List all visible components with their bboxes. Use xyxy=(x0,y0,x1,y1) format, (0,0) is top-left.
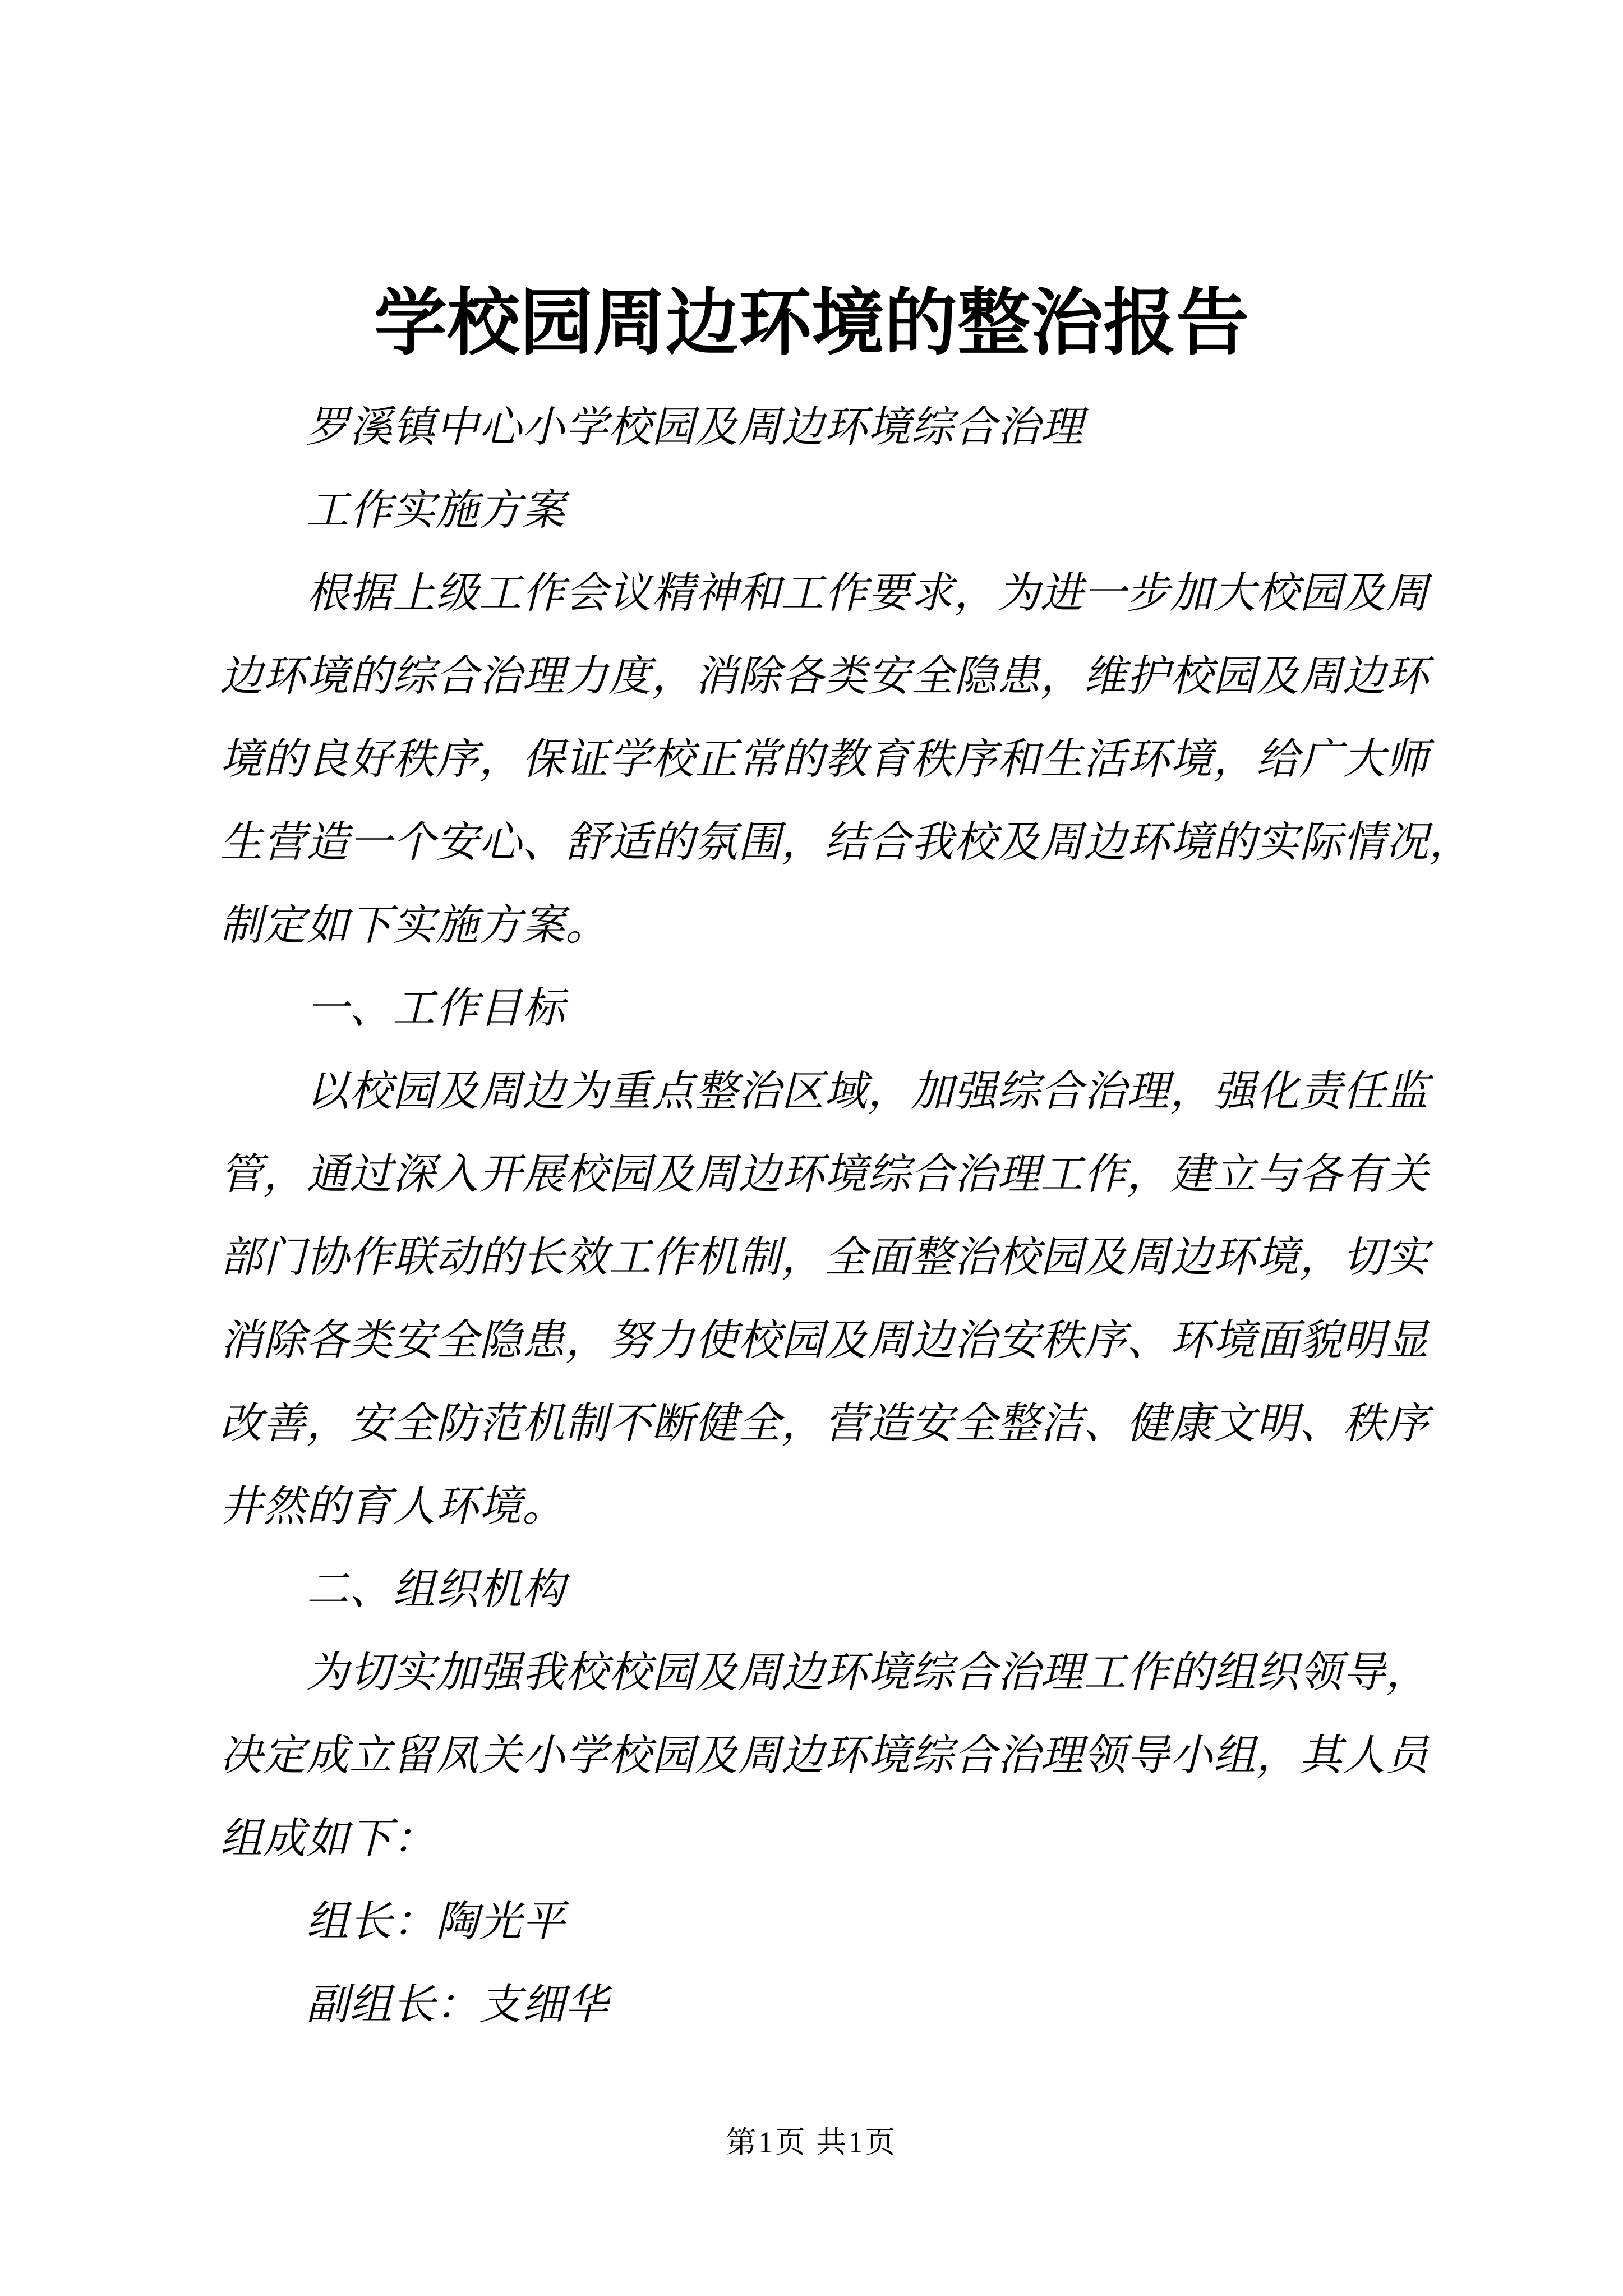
paragraph-line: 决定成立留凤关小学校园及周边环境综合治理领导小组，其人员 xyxy=(220,1732,1429,1779)
paragraph-line: 边环境的综合治理力度，消除各类安全隐患，维护校园及周边环 xyxy=(220,653,1429,700)
paragraph-line: 消除各类安全隐患，努力使校园及周边治安秩序、环境面貌明显 xyxy=(220,1317,1429,1364)
paragraph-line: 部门协作联动的长效工作机制，全面整治校园及周边环境，切实 xyxy=(220,1234,1429,1281)
paragraph-line: 改善，安全防范机制不断健全，营造安全整洁、健康文明、秩序 xyxy=(220,1400,1429,1447)
document-body xyxy=(220,386,1472,2046)
paragraph-line: 管，通过深入开展校园及周边环境综合治理工作，建立与各有关 xyxy=(220,1151,1429,1198)
paragraph-line: 井然的育人环境。 xyxy=(220,1483,565,1530)
paragraph-line: 境的良好秩序，保证学校正常的教育秩序和生活环境，给广大师 xyxy=(220,736,1429,783)
paragraph-line: 制定如下实施方案。 xyxy=(220,902,608,949)
paragraph-line: 以校园及周边为重点整治区域，加强综合治理，强化责任监 xyxy=(306,1068,1429,1115)
paragraph-line: 为切实加强我校校园及周边环境综合治理工作的组织领导， xyxy=(306,1649,1429,1696)
document-title: 学校园周边环境的整治报告 xyxy=(374,283,1249,364)
paragraph-line: 罗溪镇中心小学校园及周边环境综合治理 xyxy=(306,404,1083,451)
paragraph-line: 工作实施方案 xyxy=(306,487,565,534)
leader-name-line: 组长：陶光平 xyxy=(306,1898,565,1945)
deputy-leader-name-line: 副组长：支细华 xyxy=(306,1981,608,2028)
section-heading-line: 二、组织机构 xyxy=(306,1566,565,1613)
section-heading-line: 一、工作目标 xyxy=(306,985,565,1032)
paragraph-line: 生营造一个安心、舒适的氛围，结合我校及周边环境的实际情况， xyxy=(220,819,1472,866)
page-number-footer: 第1页 共1页 xyxy=(726,2125,897,2159)
paragraph-line: 根据上级工作会议精神和工作要求，为进一步加大校园及周 xyxy=(306,570,1429,617)
paragraph-line: 组成如下： xyxy=(220,1815,436,1862)
